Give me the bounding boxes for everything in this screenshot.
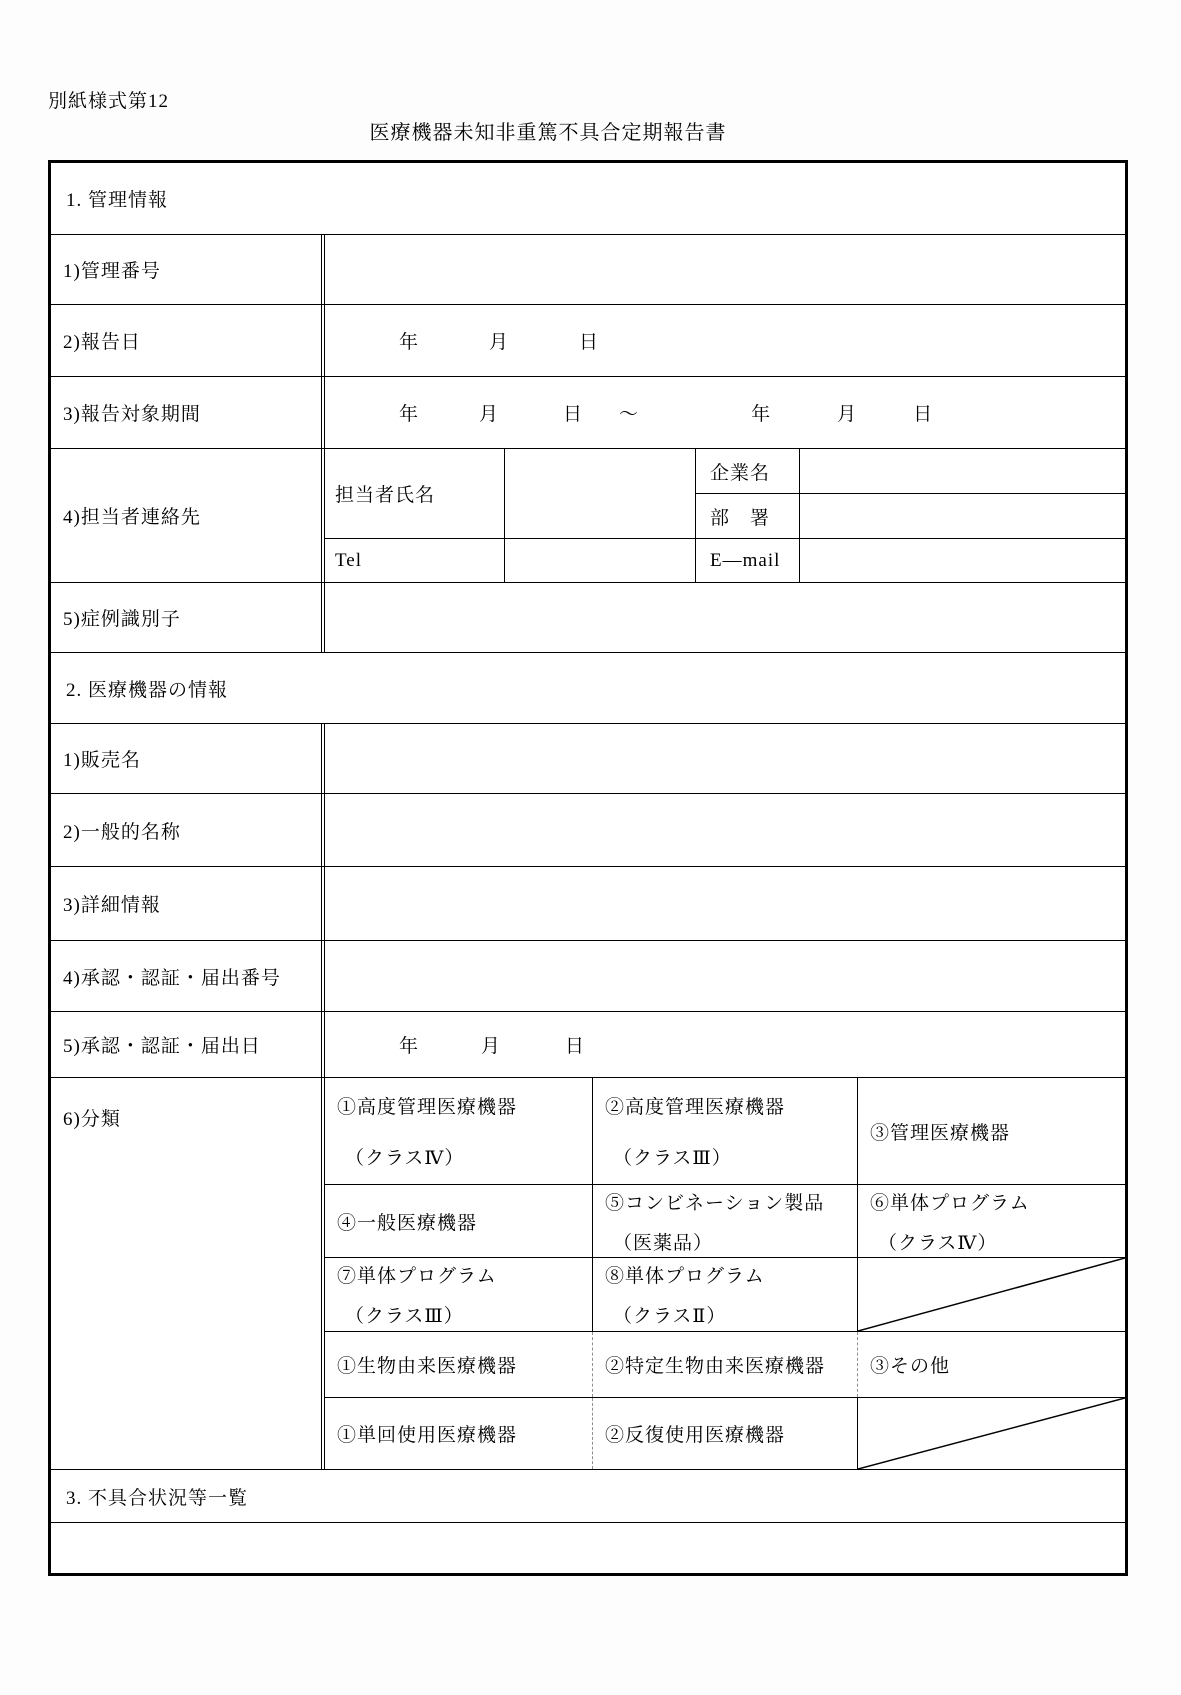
diagonal-slash	[858, 1398, 1125, 1469]
classification-grid-row-1	[325, 1078, 1125, 1185]
department-row	[696, 494, 1125, 538]
section-3-header-row	[51, 1470, 1125, 1523]
classification-grid-row-4	[325, 1332, 1125, 1398]
brand-name-row	[51, 724, 1125, 794]
control-number-input-cell[interactable]	[325, 235, 1125, 304]
report-date-input-cell[interactable]	[325, 305, 1125, 376]
department-input-cell[interactable]	[800, 494, 1125, 538]
classification-label: 6)分類	[51, 1078, 325, 1469]
day-unit: 日	[565, 1036, 586, 1057]
section-1-title: 1. 管理情報	[66, 190, 169, 211]
detail-info-row	[51, 867, 1125, 941]
generic-name-row	[51, 794, 1125, 867]
generic-name-label: 2)一般的名称	[51, 794, 325, 866]
month-unit: 月	[479, 404, 500, 425]
diagonal-slash	[858, 1258, 1125, 1331]
report-date-label: 2)報告日	[51, 305, 325, 376]
case-identifier-row	[51, 583, 1125, 653]
classification-row	[51, 1078, 1125, 1470]
approval-number-row	[51, 941, 1125, 1012]
malfunction-list-input-area[interactable]	[51, 1523, 1125, 1573]
section-2-header-row	[51, 653, 1125, 724]
case-identifier-label: 5)症例識別子	[51, 583, 325, 652]
contact-person-label: 担当者氏名	[325, 449, 505, 538]
option-standalone-software-class3[interactable]: ⑦単体プログラム （クラスⅢ）	[325, 1258, 593, 1331]
option-specified-biological-device[interactable]: ②特定生物由来医療機器	[593, 1332, 858, 1397]
contact-person-input-cell[interactable]	[505, 449, 696, 538]
option-biological-device[interactable]: ①生物由来医療機器	[325, 1332, 593, 1397]
control-number-label: 1)管理番号	[51, 235, 325, 304]
report-form-table	[48, 160, 1128, 1576]
option-reusable-device[interactable]: ②反復使用医療機器	[593, 1398, 858, 1469]
company-row	[696, 449, 1125, 494]
tel-input-cell[interactable]	[505, 539, 696, 582]
generic-name-input-cell[interactable]	[325, 794, 1125, 866]
year-unit: 年	[399, 1036, 420, 1057]
contact-label: 4)担当者連絡先	[51, 449, 325, 582]
contact-upper	[325, 449, 1125, 539]
day-unit: 日	[563, 404, 584, 425]
option-highly-controlled-class3[interactable]: ②高度管理医療機器 （クラスⅢ）	[593, 1078, 858, 1184]
control-number-row	[51, 235, 1125, 305]
report-date-row	[51, 305, 1125, 377]
option-single-use-device[interactable]: ①単回使用医療機器	[325, 1398, 593, 1469]
year-unit: 年	[751, 404, 772, 425]
section-2-title: 2. 医療機器の情報	[66, 679, 229, 701]
approval-date-input-cell[interactable]	[325, 1012, 1125, 1077]
month-unit: 月	[489, 332, 510, 353]
classification-grid-row-5	[325, 1398, 1125, 1469]
year-unit: 年	[399, 332, 420, 353]
approval-date-label: 5)承認・認証・届出日	[51, 1012, 325, 1077]
brand-name-label: 1)販売名	[51, 724, 325, 793]
not-applicable-diagonal-cell	[858, 1398, 1125, 1469]
company-input-cell[interactable]	[800, 449, 1125, 493]
day-unit: 日	[579, 332, 600, 353]
section-1-header-row	[51, 163, 1125, 235]
option-general-device[interactable]: ④一般医療機器	[325, 1185, 593, 1257]
document-title: 医療機器未知非重篤不具合定期報告書	[369, 122, 727, 144]
range-tilde: ～	[619, 404, 640, 425]
day-unit: 日	[913, 404, 934, 425]
option-other[interactable]: ③その他	[870, 1356, 951, 1377]
option-standalone-software-class2[interactable]: ⑧単体プログラム （クラスⅡ）	[593, 1258, 858, 1331]
email-label: E—mail	[696, 539, 800, 582]
year-unit: 年	[399, 404, 420, 425]
email-input-cell[interactable]	[800, 539, 1125, 582]
month-unit: 月	[837, 404, 858, 425]
classification-grid-row-3	[325, 1258, 1125, 1332]
contact-row	[51, 449, 1125, 583]
detail-info-input-cell[interactable]	[325, 867, 1125, 940]
option-controlled-device[interactable]: ③管理医療機器	[870, 1122, 1011, 1144]
approval-number-input-cell[interactable]	[325, 941, 1125, 1011]
department-label: 部 署	[696, 494, 800, 538]
option-combination-product[interactable]: ⑤コンビネーション製品 （医薬品）	[593, 1185, 858, 1257]
company-label: 企業名	[696, 449, 800, 493]
not-applicable-diagonal-cell	[858, 1258, 1125, 1331]
report-period-input-cell[interactable]	[325, 377, 1125, 448]
report-period-label: 3)報告対象期間	[51, 377, 325, 448]
report-period-row	[51, 377, 1125, 449]
form-code-label: 別紙様式第12	[48, 91, 170, 112]
brand-name-input-cell[interactable]	[325, 724, 1125, 793]
classification-grid	[325, 1078, 1125, 1469]
option-standalone-software-class4[interactable]: ⑥単体プログラム （クラスⅣ）	[870, 1192, 1030, 1254]
case-identifier-input-cell[interactable]	[325, 583, 1125, 652]
contact-company-block	[696, 449, 1125, 538]
classification-grid-row-2	[325, 1185, 1125, 1258]
approval-date-row	[51, 1012, 1125, 1078]
tel-label: Tel	[325, 539, 505, 582]
approval-number-label: 4)承認・認証・届出番号	[51, 941, 325, 1011]
option-highly-controlled-class4[interactable]: ①高度管理医療機器 （クラスⅣ）	[325, 1078, 593, 1184]
contact-lower	[325, 539, 1125, 582]
detail-info-label: 3)詳細情報	[51, 867, 325, 940]
month-unit: 月	[481, 1036, 502, 1057]
contact-subtable	[325, 449, 1125, 582]
section-3-title: 3. 不具合状況等一覧	[66, 1487, 249, 1509]
